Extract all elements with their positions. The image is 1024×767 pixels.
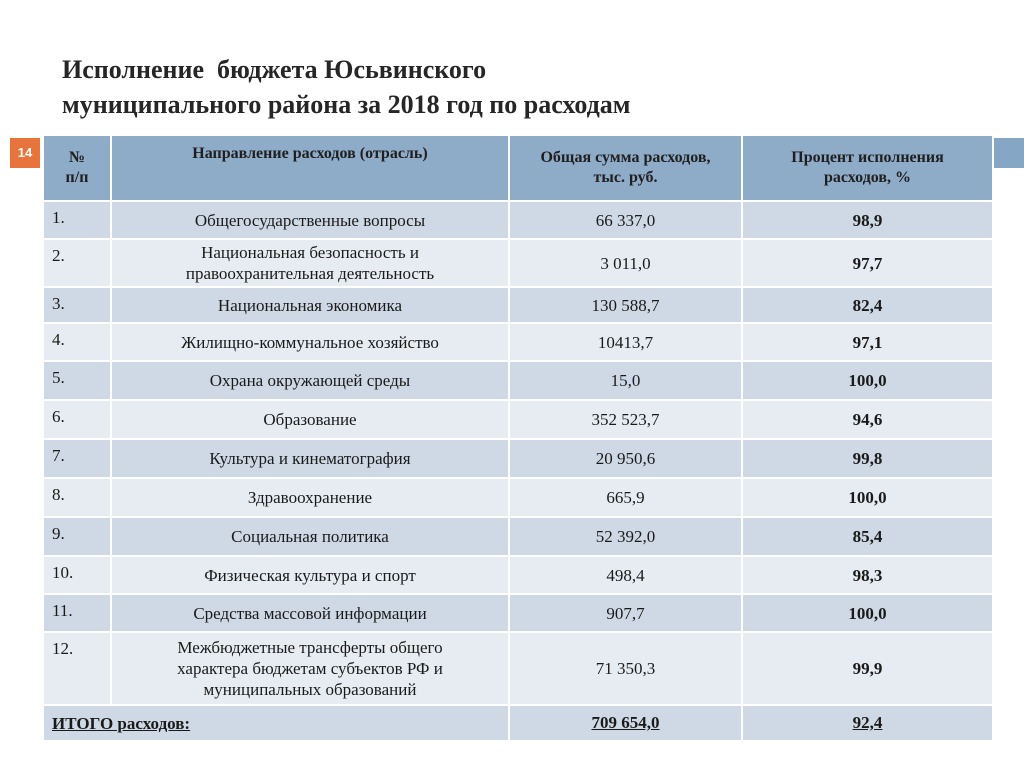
row-name-line: Культура и кинематография — [209, 449, 411, 468]
row-name-line: Здравоохранение — [247, 488, 373, 507]
row-pct: 100,0 — [742, 361, 993, 400]
table-row — [43, 400, 993, 439]
row-name — [111, 400, 509, 439]
row-name — [111, 632, 509, 705]
table-row — [43, 632, 993, 705]
slide-title-line-1: Исполнение бюджета Юсьвинского — [62, 55, 487, 84]
row-pct: 100,0 — [742, 594, 993, 632]
header-sum-line-2: тыс. руб. — [593, 169, 658, 186]
table-row — [43, 478, 993, 517]
row-name — [111, 323, 509, 361]
header-num — [43, 135, 111, 201]
header-pct — [742, 135, 993, 201]
row-num: 3. — [43, 287, 111, 323]
row-sum: 907,7 — [509, 594, 742, 632]
header-name — [111, 135, 509, 201]
row-name — [111, 239, 509, 287]
row-num: 10. — [43, 556, 111, 594]
row-name — [111, 556, 509, 594]
row-name-line: Национальная экономика — [217, 295, 403, 315]
row-name-line: Образование — [263, 410, 357, 429]
row-pct: 100,0 — [742, 478, 993, 517]
table-row — [43, 323, 993, 361]
total-label: ИТОГО расходов: — [52, 713, 191, 733]
header-name-line-1: Направление расходов (отрасль) — [192, 145, 428, 162]
total-sum-cell — [509, 705, 742, 741]
row-name-line: правоохранительная деятельность — [185, 264, 435, 283]
header-num-line-1: № — [68, 149, 86, 166]
row-num: 6. — [43, 400, 111, 439]
row-num: 9. — [43, 517, 111, 556]
row-pct: 98,3 — [742, 556, 993, 594]
row-sum: 3 011,0 — [509, 239, 742, 287]
row-pct: 85,4 — [742, 517, 993, 556]
row-name — [111, 517, 509, 556]
row-name — [111, 201, 509, 239]
row-sum: 66 337,0 — [509, 201, 742, 239]
row-num: 2. — [43, 239, 111, 287]
row-name-line: Жилищно-коммунальное хозяйство — [181, 332, 439, 352]
row-name-line: Социальная политика — [231, 527, 389, 546]
accent-bar — [992, 138, 1024, 168]
row-name-line: муниципальных образований — [203, 680, 417, 699]
row-pct: 98,9 — [742, 201, 993, 239]
slide-title-line-2: муниципального района за 2018 год по расходам — [62, 90, 631, 119]
row-num: 11. — [43, 594, 111, 632]
header-sum-line-1: Общая сумма расходов, — [540, 149, 711, 166]
row-sum: 498,4 — [509, 556, 742, 594]
row-name — [111, 439, 509, 478]
header-pct-line-2: расходов, % — [823, 169, 912, 186]
row-num: 7. — [43, 439, 111, 478]
row-sum: 20 950,6 — [509, 439, 742, 478]
row-name-line: Национальная безопасность и — [201, 243, 419, 262]
row-sum: 52 392,0 — [509, 517, 742, 556]
table-row — [43, 517, 993, 556]
row-pct: 99,9 — [742, 632, 993, 705]
row-pct: 94,6 — [742, 400, 993, 439]
total-label-cell — [43, 705, 509, 741]
row-pct: 97,1 — [742, 323, 993, 361]
table-row — [43, 201, 993, 239]
header-num-line-2: п/п — [65, 169, 89, 186]
total-sum: 709 654,0 — [591, 713, 660, 732]
row-num: 8. — [43, 478, 111, 517]
row-name-line: Межбюджетные трансферты общего — [177, 638, 443, 657]
table-header-row — [43, 135, 993, 201]
table-total-row — [43, 705, 993, 741]
table-row — [43, 594, 993, 632]
table-row — [43, 239, 993, 287]
row-name-line: Средства массовой информации — [193, 603, 427, 623]
row-num: 1. — [43, 201, 111, 239]
row-num: 12. — [43, 632, 111, 705]
row-name — [111, 594, 509, 632]
table-row — [43, 439, 993, 478]
row-sum: 130 588,7 — [509, 287, 742, 323]
header-sum — [509, 135, 742, 201]
row-pct: 99,8 — [742, 439, 993, 478]
slide-title — [62, 52, 962, 122]
budget-expenditure-table — [42, 134, 994, 742]
row-name — [111, 361, 509, 400]
table-row — [43, 361, 993, 400]
row-name-line: Физическая культура и спорт — [204, 565, 416, 585]
row-name — [111, 287, 509, 323]
header-pct-line-1: Процент исполнения — [791, 149, 944, 166]
row-pct: 82,4 — [742, 287, 993, 323]
row-sum: 665,9 — [509, 478, 742, 517]
table-row — [43, 287, 993, 323]
row-name-line: Охрана окружающей среды — [209, 371, 411, 390]
row-pct: 97,7 — [742, 239, 993, 287]
row-num: 4. — [43, 323, 111, 361]
page-number-badge: 14 — [10, 138, 40, 168]
row-name-line: Общегосударственные вопросы — [194, 210, 426, 230]
row-sum: 15,0 — [509, 361, 742, 400]
row-name — [111, 478, 509, 517]
row-sum: 71 350,3 — [509, 632, 742, 705]
row-sum: 352 523,7 — [509, 400, 742, 439]
total-pct-cell — [742, 705, 993, 741]
row-num: 5. — [43, 361, 111, 400]
table-row — [43, 556, 993, 594]
row-sum: 10413,7 — [509, 323, 742, 361]
total-pct: 92,4 — [852, 713, 883, 732]
row-name-line: характера бюджетам субъектов РФ и — [177, 659, 443, 678]
